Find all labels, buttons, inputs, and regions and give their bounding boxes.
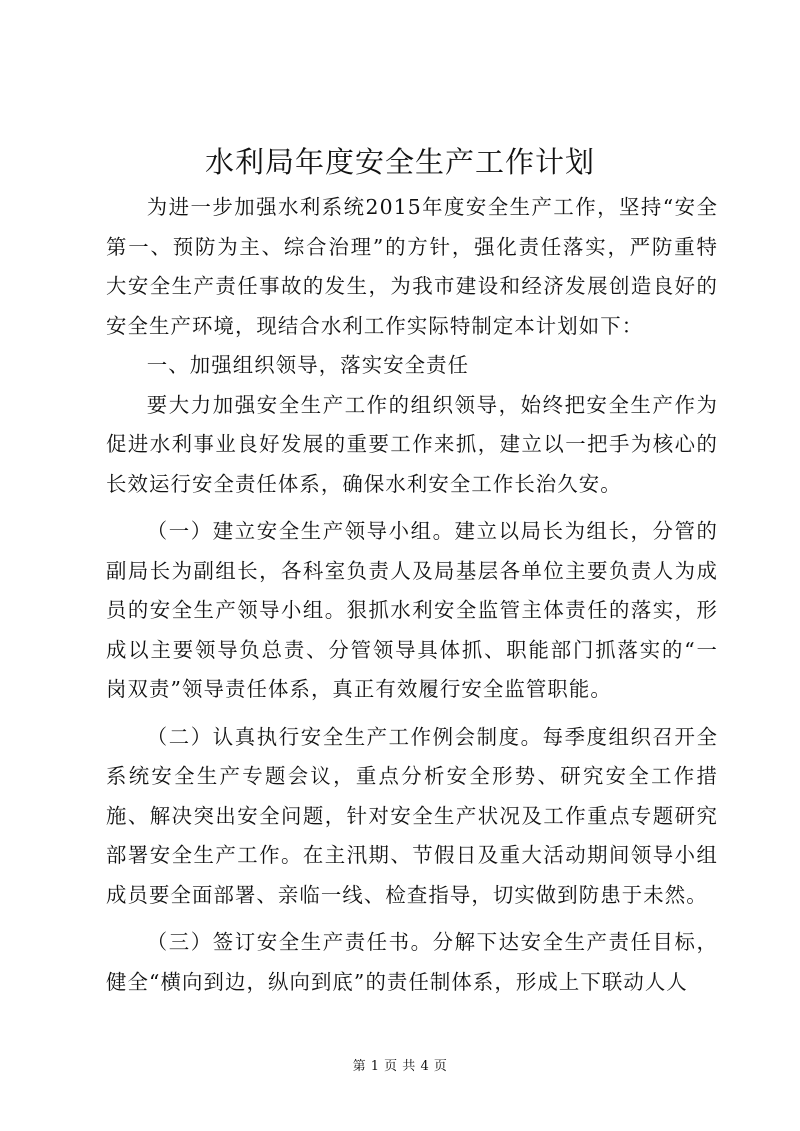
section-heading-1: 一、加强组织领导，落实安全责任 [146,353,470,377]
page-footer: 第 1 页 共 4 页 [352,1059,448,1074]
item-1-paragraph: （一）建立安全生产领导小组。建立以局长为组长，分管的副局长为副组长，各科室负责人及局基层各单位主要负责人为成员的安全生产领导小组。狠抓水利安全监管主体责任的落实，形成以主要领导负总责、分管领导具体抓、职能部门抓落实的“一岗双责”领导责任体系，真正有效履行安全监管职能。 [106,519,718,701]
item-3-paragraph: （三）签订安全生产责任书。分解下达安全生产责任目标，健全“横向到边，纵向到底”的责任制体系，形成上下联动人人 [106,930,718,994]
document-title: 水利局年度安全生产工作计划 [204,145,595,179]
document-body [106,188,718,1002]
item-2-paragraph: （二）认真执行安全生产工作例会制度。每季度组织召开全系统安全生产专题会议，重点分析安全形势、研究安全工作措施、解决突出安全问题，针对安全生产状况及工作重点专题研究部署安全生产工作。在主汛期、节假日及重大活动期间领导小组成员要全面部署、亲临一线、检查指导，切实做到防患于未然。 [106,724,718,907]
section-1-paragraph: 要大力加强安全生产工作的组织领导，始终把安全生产作为促进水利事业良好发展的重要工作来抓，建立以一把手为核心的长效运行安全责任体系，确保水利安全工作长治久安。 [106,392,718,496]
intro-paragraph: 为进一步加强水利系统2015年度安全生产工作，坚持“安全第一、预防为主、综合治理”的方针，强化责任落实，严防重特大安全生产责任事故的发生，为我市建设和经济发展创造良好的安全生产环境，现结合水利工作实际特制定本计划如下： [106,195,718,338]
